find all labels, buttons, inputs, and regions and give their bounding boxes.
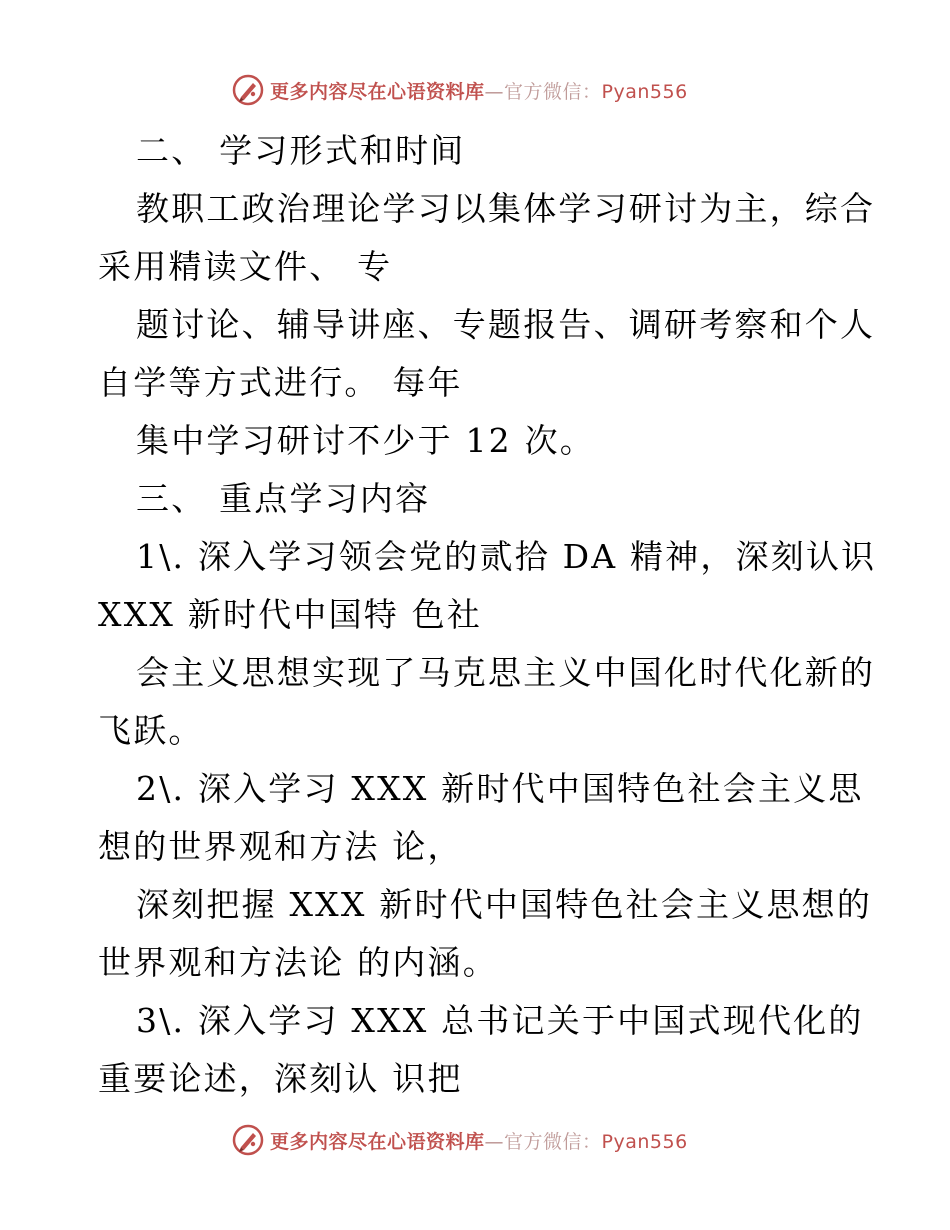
paragraph-line: 2\. 深入学习 XXX 新时代中国特色社会主义思 xyxy=(136,769,864,808)
watermark-text xyxy=(270,1127,688,1154)
paragraph-line: 自学等方式进行。 每年 xyxy=(98,363,463,402)
watermark-dash: — xyxy=(484,1130,505,1153)
paragraph-line: XXX 新时代中国特 色社 xyxy=(98,595,483,634)
watermark-text xyxy=(270,77,688,104)
watermark-site: 更多内容尽在心语资料库 xyxy=(270,1130,485,1153)
watermark-site: 更多内容尽在心语资料库 xyxy=(270,80,485,103)
paragraph-line: 教职工政治理论学习以集体学习研讨为主，综合 xyxy=(136,189,876,228)
pen-logo-icon xyxy=(232,1124,264,1156)
watermark-id: Pyan556 xyxy=(601,1130,688,1153)
pen-logo-icon xyxy=(232,74,264,106)
watermark-label: 官方微信： xyxy=(504,80,602,103)
section-heading-key-content: 三、 重点学习内容 xyxy=(136,479,431,518)
watermark-label: 官方微信： xyxy=(504,1130,602,1153)
paragraph-line: 想的世界观和方法 论， xyxy=(98,827,463,866)
paragraph-line: 题讨论、辅导讲座、专题报告、调研考察和个人 xyxy=(136,305,876,344)
paragraph-line: 世界观和方法论 的内涵。 xyxy=(98,943,498,982)
paragraph-line: 采用精读文件、 专 xyxy=(98,247,393,286)
watermark-dash: — xyxy=(484,80,505,103)
paragraph-line: 重要论述，深刻认 识把 xyxy=(98,1059,463,1098)
footer-watermark xyxy=(232,1122,688,1158)
paragraph-line: 飞跃。 xyxy=(98,711,204,750)
paragraph-line: 集中学习研讨不少于 12 次。 xyxy=(136,421,595,460)
paragraph-line: 会主义思想实现了马克思主义中国化时代化新的 xyxy=(136,653,876,692)
watermark-id: Pyan556 xyxy=(601,80,688,103)
paragraph-line: 3\. 深入学习 XXX 总书记关于中国式现代化的 xyxy=(136,1001,864,1040)
paragraph-line: 深刻把握 XXX 新时代中国特色社会主义思想的 xyxy=(136,885,873,924)
paragraph-line: 1\. 深入学习领会党的贰拾 DA 精神，深刻认识 xyxy=(136,537,877,576)
section-heading-study-form: 二、 学习形式和时间 xyxy=(136,131,466,170)
header-watermark xyxy=(232,72,688,108)
